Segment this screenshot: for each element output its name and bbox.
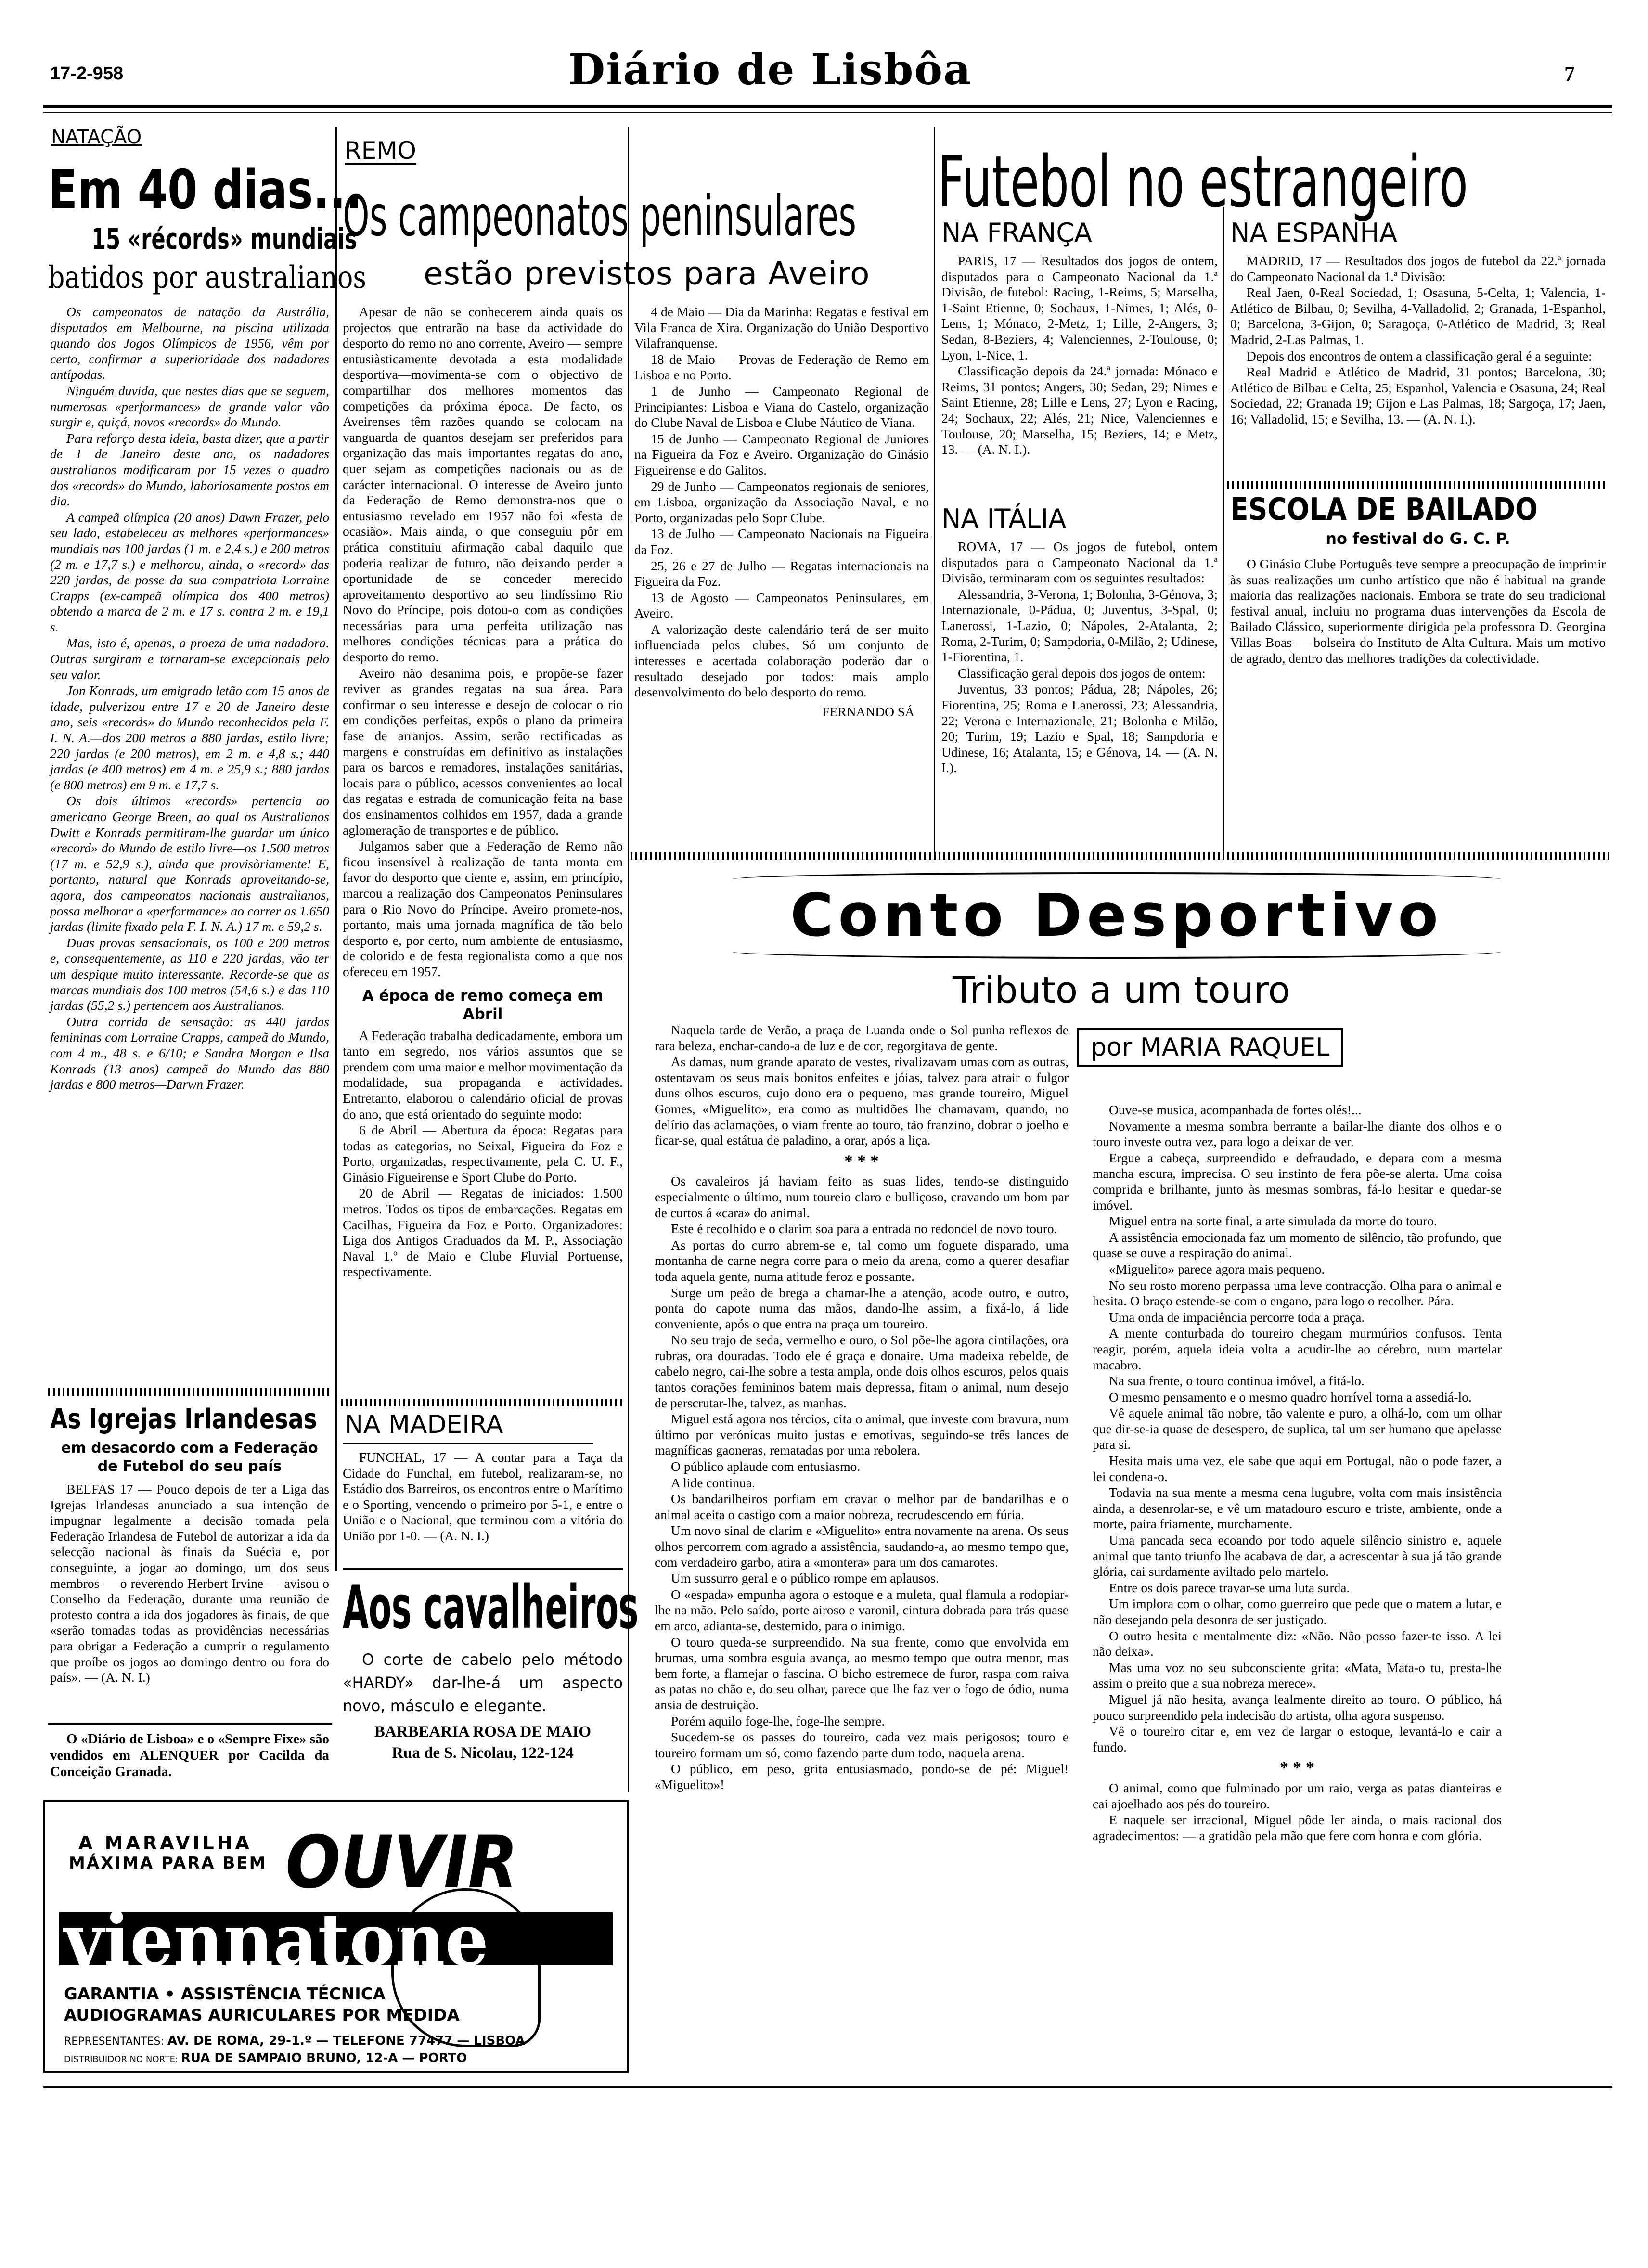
masthead-rule-thin [43,112,1612,113]
paragraph: Para reforço desta ideia, basta dizer, que a partir de 1 de Janeiro deste ano, os nadadores australianos modificaram por 15 vezes o quadro dos «records» do Mundo, laboriosamente postos em dia. [50,430,329,509]
conto-byline: por MARIA RAQUEL [1077,1028,1343,1067]
remo-author: FERNANDO SÁ [822,704,914,719]
section-label-remo: REMO [345,137,416,165]
paragraph: Ouve-se musica, acompanhada de fortes olés!... [1109,1102,1362,1117]
paragraph: Os bandarilheiros porfiam em cravar o melhor par de bandarilhas e o animal aceita o castigo com a maior nobreza, recrudescendo em fúria. [655,1491,1069,1522]
paragraph: «Miguelito» parece agora mais pequeno. [1109,1261,1325,1276]
paragraph: Os campeonatos de natação da Austrália, disputados em Melbourne, na piscina utilizada quando dos Jogos Olímpicos de 1956, vêm por certo, confirmar a superioridade dos nadadores antípodas. [50,304,329,382]
masthead-rule [43,105,1612,108]
ad-tagline-2: MÁXIMA PARA BEM [69,1854,267,1873]
barbearia-name: BARBEARIA ROSA DE MAIO [374,1723,592,1740]
paragraph: Outra corrida de sensação: as 440 jardas femininas com Lorraine Crapps, campeã do Mundo, com 4 m., 48 s. e 6/10; e Sandra Morgan e Ilsa Konrads (13 anos) campeã do Mundo das 880 jardas e 800 metros—Darwn Frazer. [50,1014,329,1092]
paragraph: Os cavaleiros já haviam feito as suas lides, tendo-se distinguido especialmente o último, num toureio claro e bulliçoso, cravando um bom par de curtos á «cara» do animal. [655,1173,1069,1220]
paragraph: Porém aquilo foge-lhe, foge-lhe sempre. [671,1713,885,1728]
igrejas-headline: As Igrejas Irlandesas [50,1404,317,1435]
ad-brand-name: viennatone [64,1898,489,1983]
paragraph: Os dois últimos «records» pertencia ao americano George Breen, ao qual os Australianos Dwitt e Konrads permitiram-lhe guardar um único «record» do Mundo de estilo livre—os 1.500 metros (17 m. e 52,9 s.), ainda que provisòriamente! E, portanto, natural que Konrads aproveitando-se, agora, dos campeonatos nacionais australianos, possa melhorar a «performance» ao correr as 1.650 jardas (limite fixado pela F. I. N. A.) 17 m. e 59,2 s. [50,793,329,934]
paragraph: 29 de Junho — Campeonatos regionais de seniores, em Lisboa, organização da Associação Naval, e no Porto, organizadas pelo Sopr Clube. [634,478,929,525]
newspaper-masthead: Diário de Lisbôa [568,44,972,94]
divider-hatch [1227,481,1608,489]
section-label-madeira: NA MADEIRA [345,1410,503,1439]
paragraph: A assistência emocionada faz um momento de silêncio, tão profundo, que quase se ouve a respiração do animal. [1093,1229,1502,1261]
paragraph: ROMA, 17 — Os jogos de futebol, ontem disputados para o Campeonato Nacional da 1.ª Divisão, terminaram com os seguintes resultados: [941,539,1218,586]
bailado-deck: no festival do G. C. P. [1326,529,1510,548]
distribution-notice: O «Diário de Lisboa» e o «Sempre Fixe» são vendidos em ALENQUER por Cacilda da Conceição Granada. [50,1731,329,1779]
paragraph: Uma pancada seca ecoando por todo aquele silêncio sinistro e, aquele animal que tanto triunfo lhe acabava de dar, a acrescentar à sua já tão grande glória, cai surdamente aviltado pelo martelo. [1093,1533,1502,1579]
paragraph: Jon Konrads, um emigrado letão com 15 anos de idade, pulverizou entre 17 e 20 de Janeiro deste ano, seis «records» do Mundo reconhecidos pela F. I. N. A.—dos 200 metros a 880 jardas, estilo livre; 220 jardas (e 200 metros), em 2 m. e 4,8 s.; 440 jardas (e 400 metros) em 4 m. e 25,9 s.; 880 jardas (e 800 metros) em 9 m. e 17,7 s. [50,683,329,792]
ad-tagline: A MARAVILHA [78,1832,252,1854]
paragraph: O «espada» empunha agora o estoque e a muleta, qual flamula a rodopiar-lhe na mão. Pelo saído, porte airoso e varonil, cintura dobrada para trás quase em arco, adianta-se, destemido, para o inimigo. [655,1586,1069,1633]
paragraph: 25, 26 e 27 de Julho — Regatas internacionais na Figueira da Foz. [634,558,929,589]
column-rule [934,127,935,859]
ad-line-2: AUDIOGRAMAS AURICULARES POR MEDIDA [64,2006,460,2025]
section-label-italia: NA ITÁLIA [941,503,1067,534]
natacao-deck-2: batidos por australianos [48,260,366,296]
italia-body [941,539,1218,776]
madeira-body: FUNCHAL, 17 — A contar para a Taça da Cidade do Funchal, em futebol, realizaram-se, no Estádio dos Barreiros, os encontros entre o Marítimo e o Sporting, vencendo o primeiro por 5-1, e entre o União e o Nacional, que terminou com a vitória do União por 1-0. — (A. N. I.) [343,1450,623,1543]
divider-hatch [341,1399,625,1406]
paragraph: Todavia na sua mente a mesma cena lugubre, volta com mais insistência ainda, a desenrolar-se, e vê um matadouro escuro e triste, ambiente, onde a morte, paira friamente, murchamente. [1093,1485,1502,1532]
paragraph: BELFAS 17 — Pouco depois de ter a Liga das Igrejas Irlandesas anunciado a sua intenção de impugnar legalmente a decisão tomada pela Federação Irlandesa de Futebol de autorizar a ida da selecção nacional às finais da Suécia e, por conseguinte, a jogar ao domingo, um dos seus membros — o reverendo Herbert Irvine — avisou o Conselho da Federação, durante uma reunião de protesto contra a ida dos jogadores às finais, de que «serão tomadas todas as providências necessárias para obrigar a Federação a cumprir o regulamento que proíbe os jogos ao domingo dentro ou fora do país». — (A. N. I.) [50,1482,329,1685]
paragraph: O público, em peso, grita entusiasmado, pondo-se de pé: Miguel! «Miguelito»! [655,1761,1069,1792]
paragraph: Aveiro não desanima pois, e propõe-se fazer reviver as grandes regatas na sua área. Para confirmar o seu interesse e desejo de colocar o rio em condições perfeitas, expôs o plano da primeira fase de arranjos. Assim, serão rectificadas as margens e construídas em definitivo as instalações para os barcos e remadores, instalações sanitárias, locais para o público, acessos convenientes ao local das regatas e estrada de comunicação feita na base dos ensinamentos colhidos em 1957, dada a grande aglomeração de transportes e de público. [343,665,623,838]
divider-hatch [48,1388,332,1396]
paragraph: Vê o toureiro citar e, em vez de largar o estoque, levantá-lo e cair a fundo. [1093,1724,1502,1754]
section-break: * * * [1280,1758,1314,1778]
paragraph: A mente conturbada do toureiro chegam murmúrios confusos. Tenta reagir, porém, aquela ideia volta a acudir-lhe ao cérebro, num martelar macabro. [1093,1326,1502,1372]
remo-deck: estão previstos para Aveiro [424,255,870,292]
divider [343,1568,623,1570]
paragraph: Vê aquele animal tão nobre, tão valente e puro, a olhá-lo, com um olhar que dir-se-ia quase de desespero, de suplica, tal um ser humano que apelasse para si. [1093,1405,1502,1452]
ad-ouvir: OUVIR [285,1821,518,1905]
paragraph: Uma onda de impaciência percorre toda a praça. [1109,1309,1365,1325]
paragraph: O público aplaude com entusiasmo. [671,1459,861,1474]
paragraph: Juventus, 33 pontos; Pádua, 28; Nápoles, 26; Fiorentina, 25; Roma e Lanerossi, 23; Alessandria, 22; Verona e Internazionale, 21; Bolonha e Milão, 20; Turim, 19; Lazio e Spal, 18; Sampdoria e Udinese, 16; Atalanta, 15; e Génova, 14. — (A. N. I.). [941,682,1218,775]
paragraph: 20 de Abril — Regatas de iniciados: 1.500 metros. Todos os tipos de embarcações. Regatas em Cacilhas, Figueira da Foz e Porto. Organizadores: Liga dos Antigos Graduados da M. P., Associação Naval 1.º de Maio e Clube Fluvial Portuense, respectivamente. [343,1186,623,1279]
paragraph: Julgamos saber que a Federação de Remo não ficou insensível à realização de tanta monta em favor do desporto que ciente e, assim, em princípio, marcou a realização dos Campeonatos Peninsulares para o Rio Novo do Príncipe. Aveiro promete-nos, portanto, mais uma jornada magnífica de tão belo desporto e, por certo, num ambiente de entusiasmo, de colorido e de festa regionalista como a que nos ofereceu em 1957. [343,838,623,979]
paragraph: Um novo sinal de clarim e «Miguelito» entra novamente na arena. Os seus olhos percorrem com agrado a assistência, saudando-a, ao mesmo tempo que, com verdadeiro garbo, atira a «montera» para um dos camarotes. [655,1523,1069,1570]
column-rule [1223,207,1224,857]
paragraph: Alessandria, 3-Verona, 1; Bolonha, 3-Génova, 3; Internazionale, 0-Pádua, 0; Juventus, 3-Spal, 0; Lanerossi, 1-Lazio, 0; Nápoles, 2-Atalanta, 2; Roma, 2-Turim, 0; Sampdoria, 0-Milão, 2; Udinese, 1-Fiorentina, 1. [941,586,1218,665]
paragraph: Entre os dois parece travar-se uma luta surda. [1109,1580,1350,1595]
paragraph: Na sua frente, o touro continua imóvel, a fitá-lo. [1109,1373,1365,1389]
section-break: * * * [844,1151,879,1171]
conto-title: Tributo a um touro [952,968,1291,1011]
igrejas-deck: em desacordo com a Federação de Futebol do seu país [61,1440,318,1475]
paragraph: Miguel está agora nos tércios, cita o animal, que investe com bravura, num último por verónicas muito justas e emotivas, seguindo-se três lances de magníficas gaoneras, rematadas por uma rebolera. [655,1411,1069,1458]
bailado-body: O Ginásio Clube Português teve sempre a preocupação de imprimir às suas realizações um cunho artístico que não é habitual na grande maioria das realizações nacionais. Embora se trate do seu tradicional festival anual, incluiu no programa duas intervenções da Escola de Bailado Clássico, superiormente dirigida pela professora D. Georgina Villas Boas — bolseira do Instituto de Alta Cultura. Mais um motivo de agrado, dentro das melhores tradições da colectividade. [1230,556,1606,666]
paragraph: A campeã olímpica (20 anos) Dawn Frazer, pelo seu lado, estabeleceu as melhores «performances» mundiais nas 100 jardas (1 m. e 2,4 s.) e 200 metros (2 m. e 17,7 s.) e melhorou, ainda, o «record» das 220 jardas, de posse da sua compatriota Lorraine Crapps (ex-campeã olímpica dos 400 metros) obtendo a marca de 2 m. e 17 s. contra 2 m. e 19,1 s. [50,509,329,634]
igrejas-body [50,1482,329,1686]
paragraph: 15 de Junho — Campeonato Regional de Juniores na Figueira da Foz e Aveiro. Organização do Ginásio Figueirense e do Galitos. [634,431,929,477]
natacao-headline: Em 40 dias... [48,159,362,221]
natacao-deck: 15 «récords» mundiais [91,222,357,256]
column-rule [628,127,629,1792]
conto-body-col1 [655,1022,1069,1793]
ad-line-1: GARANTIA • ASSISTÊNCIA TÉCNICA [64,1984,386,2004]
page-number: 7 [1564,62,1575,86]
divider-hatch [631,852,1612,860]
paragraph: Este é recolhido e o clarim soa para a entrada no redondel de novo touro. [671,1221,1057,1237]
paragraph: 1 de Junho — Campeonato Regional de Principiantes: Lisboa e Viana do Castelo, organização do Clube Naval de Lisboa e Clube Náutico de Viana. [634,383,929,430]
paragraph: 4 de Maio — Dia da Marinha: Regatas e festival em Vila Franca de Xira. Organização do União Desportivo Vilafranquense. [634,304,929,351]
ad-address-1: REPRESENTANTES: AV. DE ROMA, 29-1.º — TELEFONE 77477 — LISBOA [64,2034,525,2048]
paragraph: 13 de Agosto — Campeonatos Peninsulares, em Aveiro. [634,590,929,621]
paragraph: A Federação trabalha dedicadamente, embora um tanto em segredo, nos vários assuntos que se prendem com uma maior e melhor movimentação da modalidade, sua propaganda e actividades. Entretanto, elaborou o calendário oficial de provas do ano, que está orientado do seguinte modo: [343,1028,623,1121]
paragraph: Ergue a cabeça, surpreendido e defraudado, e depara com a mesma mancha escura, imprecisa. O seu instinto de fera põe-se alerta. Uma coisa comprida e brilhante, junto às mesmas sombras, fá-lo hesitar e quedar-se imóvel. [1093,1150,1502,1212]
paragraph: 18 de Maio — Provas de Federação de Remo em Lisboa e no Porto. [634,351,929,383]
paragraph: Classificação depois da 24.ª jornada: Mónaco e Reims, 31 pontos; Angers, 30; Sedan, 29; Nimes e Saint Etienne, 28; Lille e Lens, 27; Lyon e Racing, 24; Sochaux, 22; Alés, 21; Nice, Valenciennes e Toulouse, 20; Marselha, 15; Beziers, 14; e Metz, 13. — (A. N. I.). [941,363,1218,457]
franca-body [941,253,1218,458]
remo-body-col1 [343,304,623,1280]
paragraph: Duas provas sensacionais, os 100 e 200 metros e, consequentemente, as 110 e 220 jardas, vão ter um despique muito interessante. Recorde-se que as marcas mundiais dos 100 metros (54,6 s.) e das 110 jardas (55,2 s.) pertencem aos Australianos. [50,935,329,1013]
paragraph: Hesita mais uma vez, ele sabe que aqui em Portugal, não o pode fazer, a lei condena-o. [1093,1453,1502,1484]
paragraph: A valorização deste calendário terá de ser muito influenciada pelos clubes. Só um conjunto de interesses e acertada colaboração poderão dar o resultado desejado por todos: mais amplo desenvolvimento do belo desporto do remo. [634,621,929,700]
paragraph: Miguel já não hesita, avança lealmente direito ao touro. O público, há pouco surpreendido pela indecisão do artista, olha agora suspenso. [1093,1691,1502,1723]
conto-banner [732,872,1502,959]
paragraph: Miguel entra na sorte final, a arte simulada da morte do touro. [1109,1213,1437,1229]
issue-date: 17-2-958 [50,64,124,84]
section-label-espanha: NA ESPANHA [1230,218,1397,248]
conto-body-col2 [1093,1102,1502,1844]
paragraph: A lide continua. [671,1475,755,1490]
section-label-natacao: NATAÇÃO [51,126,142,148]
paragraph: O animal, como que fulminado por um raio, verga as patas dianteiras e cai ajoelhado aos pés do toureiro. [1093,1780,1502,1811]
conto-banner-title: Conto Desportivo [790,881,1443,950]
paragraph: Real Jaen, 0-Real Sociedad, 1; Osasuna, 5-Celta, 1; Valencia, 1-Atlético de Bilbau, 0; Sevilha, 4-Valladolid, 2; Granada, 1-Espanhol, 0; Barcelona, 3-Gijon, 0; Saragoça, 0-Atlético de Madrid, 3; Real Madrid, 2-Las Palmas, 1. [1230,285,1606,347]
paragraph: Real Madrid e Atlético de Madrid, 31 pontos; Barcelona, 30; Atlético de Bilbau e Celta, 25; Espanhol, Valencia e Osasuna, 24; Real Sociedad, 22; Granada 19; Gijon e Las Palmas, 18; Sargoça, 17; Jaen, 16; Valladolid, 15; e Sevilha, 13. — (A. N. I.). [1230,364,1606,426]
viennatone-ad [43,1800,629,2073]
paragraph: As damas, num grande aparato de vestes, rivalizavam umas com as outras, ostentavam os seus mais bonitos enfeites e jóias, talvez para atrair o fulgor duns olhos escuros, cujo dono era o pequeno, mas grande toureiro, Miguel Gomes, «Miguelito», era como as multidões lhe chamavam, quando, no delírio das aclamações, o viam frente ao touro, tão franzino, dobrar o joelho e ficar-se, qual estátua de paladino, a orar, após a liça. [655,1054,1069,1148]
paragraph: Novamente a mesma sombra berrante a bailar-lhe diante dos olhos e o touro investe outra vez, para logo a deixar de ver. [1093,1118,1502,1149]
divider [343,1443,593,1444]
divider [48,1723,332,1725]
cavalheiros-headline: Aos cavalheiros [343,1573,639,1642]
paragraph: 6 de Abril — Abertura da época: Regatas para todas as categorias, no Seixal, Figueira da Foz e Porto, organizadas, respectivamente, pela C. U. F., Ginásio Figueirense e Sport Clube do Porto. [343,1122,623,1185]
paragraph: As portas do curro abrem-se e, tal como um foguete disparado, uma montanha de carne negra corre para o meio da arena, como a querer desafiar toda aquela gente, numa atitude feroz e possante. [655,1237,1069,1284]
remo-headline: Os campeonatos peninsulares [343,184,857,249]
cavalheiros-body: O corte de cabelo pelo método «HARDY» dar-lhe-á um aspecto novo, másculo e elegante. [343,1650,623,1715]
bailado-headline: ESCOLA DE BAILADO [1230,492,1538,528]
paragraph: No seu trajo de seda, vermelho e ouro, o Sol põe-lhe agora cintilações, ora rubras, ora douradas. Todo ele é graça e donaire. Uma madeixa rebelde, de cabelo negro, cai-lhe sobre a testa ampla, onde dois olhos escuros, pelos quais tantos corações femininos batem mais depressa, fitam o animal, num desejo de perscrutar-lhe, talvez, as manhas. [655,1332,1069,1410]
section-label-franca: NA FRANÇA [941,218,1092,248]
paragraph: Naquela tarde de Verão, a praça de Luanda onde o Sol punha reflexos de rara beleza, enchar-cando-a de luz e de cor, regorgitava de gente. [655,1022,1069,1053]
natacao-body [50,304,329,1093]
paragraph: 13 de Julho — Campeonato Nacionais na Figueira da Foz. [634,526,929,557]
paragraph: E naquele ser irracional, Miguel pôde ler ainda, o mais racional dos agradecimentos: — a gratidão pela mão que fere com honra e com glória. [1093,1812,1502,1843]
paragraph: Ninguém duvida, que nestes dias que se seguem, numerosas «performances» de grande valor vão surgir e, quiçá, novos «records» do Mundo. [50,383,329,430]
paragraph: O touro queda-se surpreendido. Na sua frente, como que envolvida em brumas, uma sombra esguia avança, ao mesmo tempo que outra menor, mas bem forte, a flamejar o fascina. O bicho estremece de furor, raspa com raiva as patas no chão e, do seu olhar, parece que lhe faz ver o fogo de ódio, numa ansia de destruição. [655,1634,1069,1712]
espanha-body [1230,253,1606,428]
paragraph: O mesmo pensamento e o mesmo quadro horrível torna a assediá-lo. [1109,1389,1472,1405]
barbearia-address: Rua de S. Nicolau, 122-124 [392,1744,574,1762]
paragraph: Classificação geral depois dos jogos de ontem: [958,665,1206,681]
paragraph: Depois dos encontros de ontem a classificação geral é a seguinte: [1247,348,1592,363]
paragraph: Surge um peão de brega a chamar-lhe a atenção, acode outro, e outro, ponta do capote numa das mãos, dando-lhe assim, a fixá-lo, á lide conveniente, após o que entra na praça um toureiro. [655,1285,1069,1331]
page-bottom-rule [43,2086,1612,2088]
paragraph: Um sussurro geral e o público rompe em aplausos. [671,1571,939,1586]
futebol-headline: Futebol no estrangeiro [938,141,1468,223]
paragraph: PARIS, 17 — Resultados dos jogos de ontem, disputados para o Campeonato Nacional da 1.ª Divisão, de futebol: Racing, 1-Reims, 5; Marselha, 1-Saint Etienne, 0; Sochaux, 1-Nimes, 1; Alés, 0-Lens, 1; Mónaco, 2-Metz, 1; Lille, 2-Angers, 3; Sedan, 8-Beziers, 4; Valenciennes, 2-Toulouse, 0; Lyon, 1-Nice, 1. [941,253,1218,362]
remo-body-col2 [634,304,929,720]
ad-address-2: DISTRIBUIDOR NO NORTE: RUA DE SAMPAIO BRUNO, 12-A — PORTO [64,2051,467,2065]
paragraph: Um implora com o olhar, como guerreiro que pede que o matem a lutar, e não desejando pela desonra de ser justiçado. [1093,1596,1502,1627]
column-rule [335,127,337,1571]
paragraph: Mas, isto é, apenas, a proeza de uma nadadora. Outras surgiram e tornaram-se excepcionais pelo seu valor. [50,635,329,682]
paragraph: No seu rosto moreno perpassa uma leve contracção. Olha para o animal e hesita. O braço estende-se com o engano, para logo o recolher. Pára. [1093,1277,1502,1309]
paragraph: O outro hesita e mentalmente diz: «Não. Não posso fazer-te isso. A lei não deixa». [1093,1628,1502,1659]
remo-subhead: A época de remo começa em Abril [362,987,604,1023]
paragraph: Sucedem-se os passes do toureiro, cada vez mais perigosos; touro e toureiro formam um só, como fazendo parte dum todo, naquela arena. [655,1729,1069,1760]
paragraph: Apesar de não se conhecerem ainda quais os projectos que entrarão na base da actividade do desporto do remo no ano corrente, Aveiro — sempre entusiàsticamente devotada a esta modalidade desportiva—movimenta-se com o objectivo de compartilhar dos melhores momentos das competições da próxima época. De facto, os Aveirenses têm razões quando se colocam na vanguarda de quantos desejam ser preferidos para organização das mais importantes regatas do ano, quer sejam as competições nacionais ou as de carácter internacional. O interesse de Aveiro junto da Federação de Remo demonstra-nos que o entusiasmo revelado em 1957 não foi «festa de ocasião». Mais ainda, o que conseguiu pôr em prática constituiu afirmação cabal daquilo que poderia realizar de futuro, não deixando perder a oportunidade de se conceder merecido aproveitamento desportivo ao seu lindíssimo Rio Novo do Príncipe, pois dotou-o com as condições necessárias para uma perfeita utilização nas melhores condições técnicas para a prática do desporto do remo. [343,304,623,665]
paragraph: Mas uma voz no seu subconsciente grita: «Mata, Mata-o tu, presta-lhe assim o preito que a sua nobreza merece». [1093,1660,1502,1691]
paragraph: MADRID, 17 — Resultados dos jogos de futebol da 22.ª jornada do Campeonato Nacional da 1.ª Divisão: [1230,253,1606,284]
